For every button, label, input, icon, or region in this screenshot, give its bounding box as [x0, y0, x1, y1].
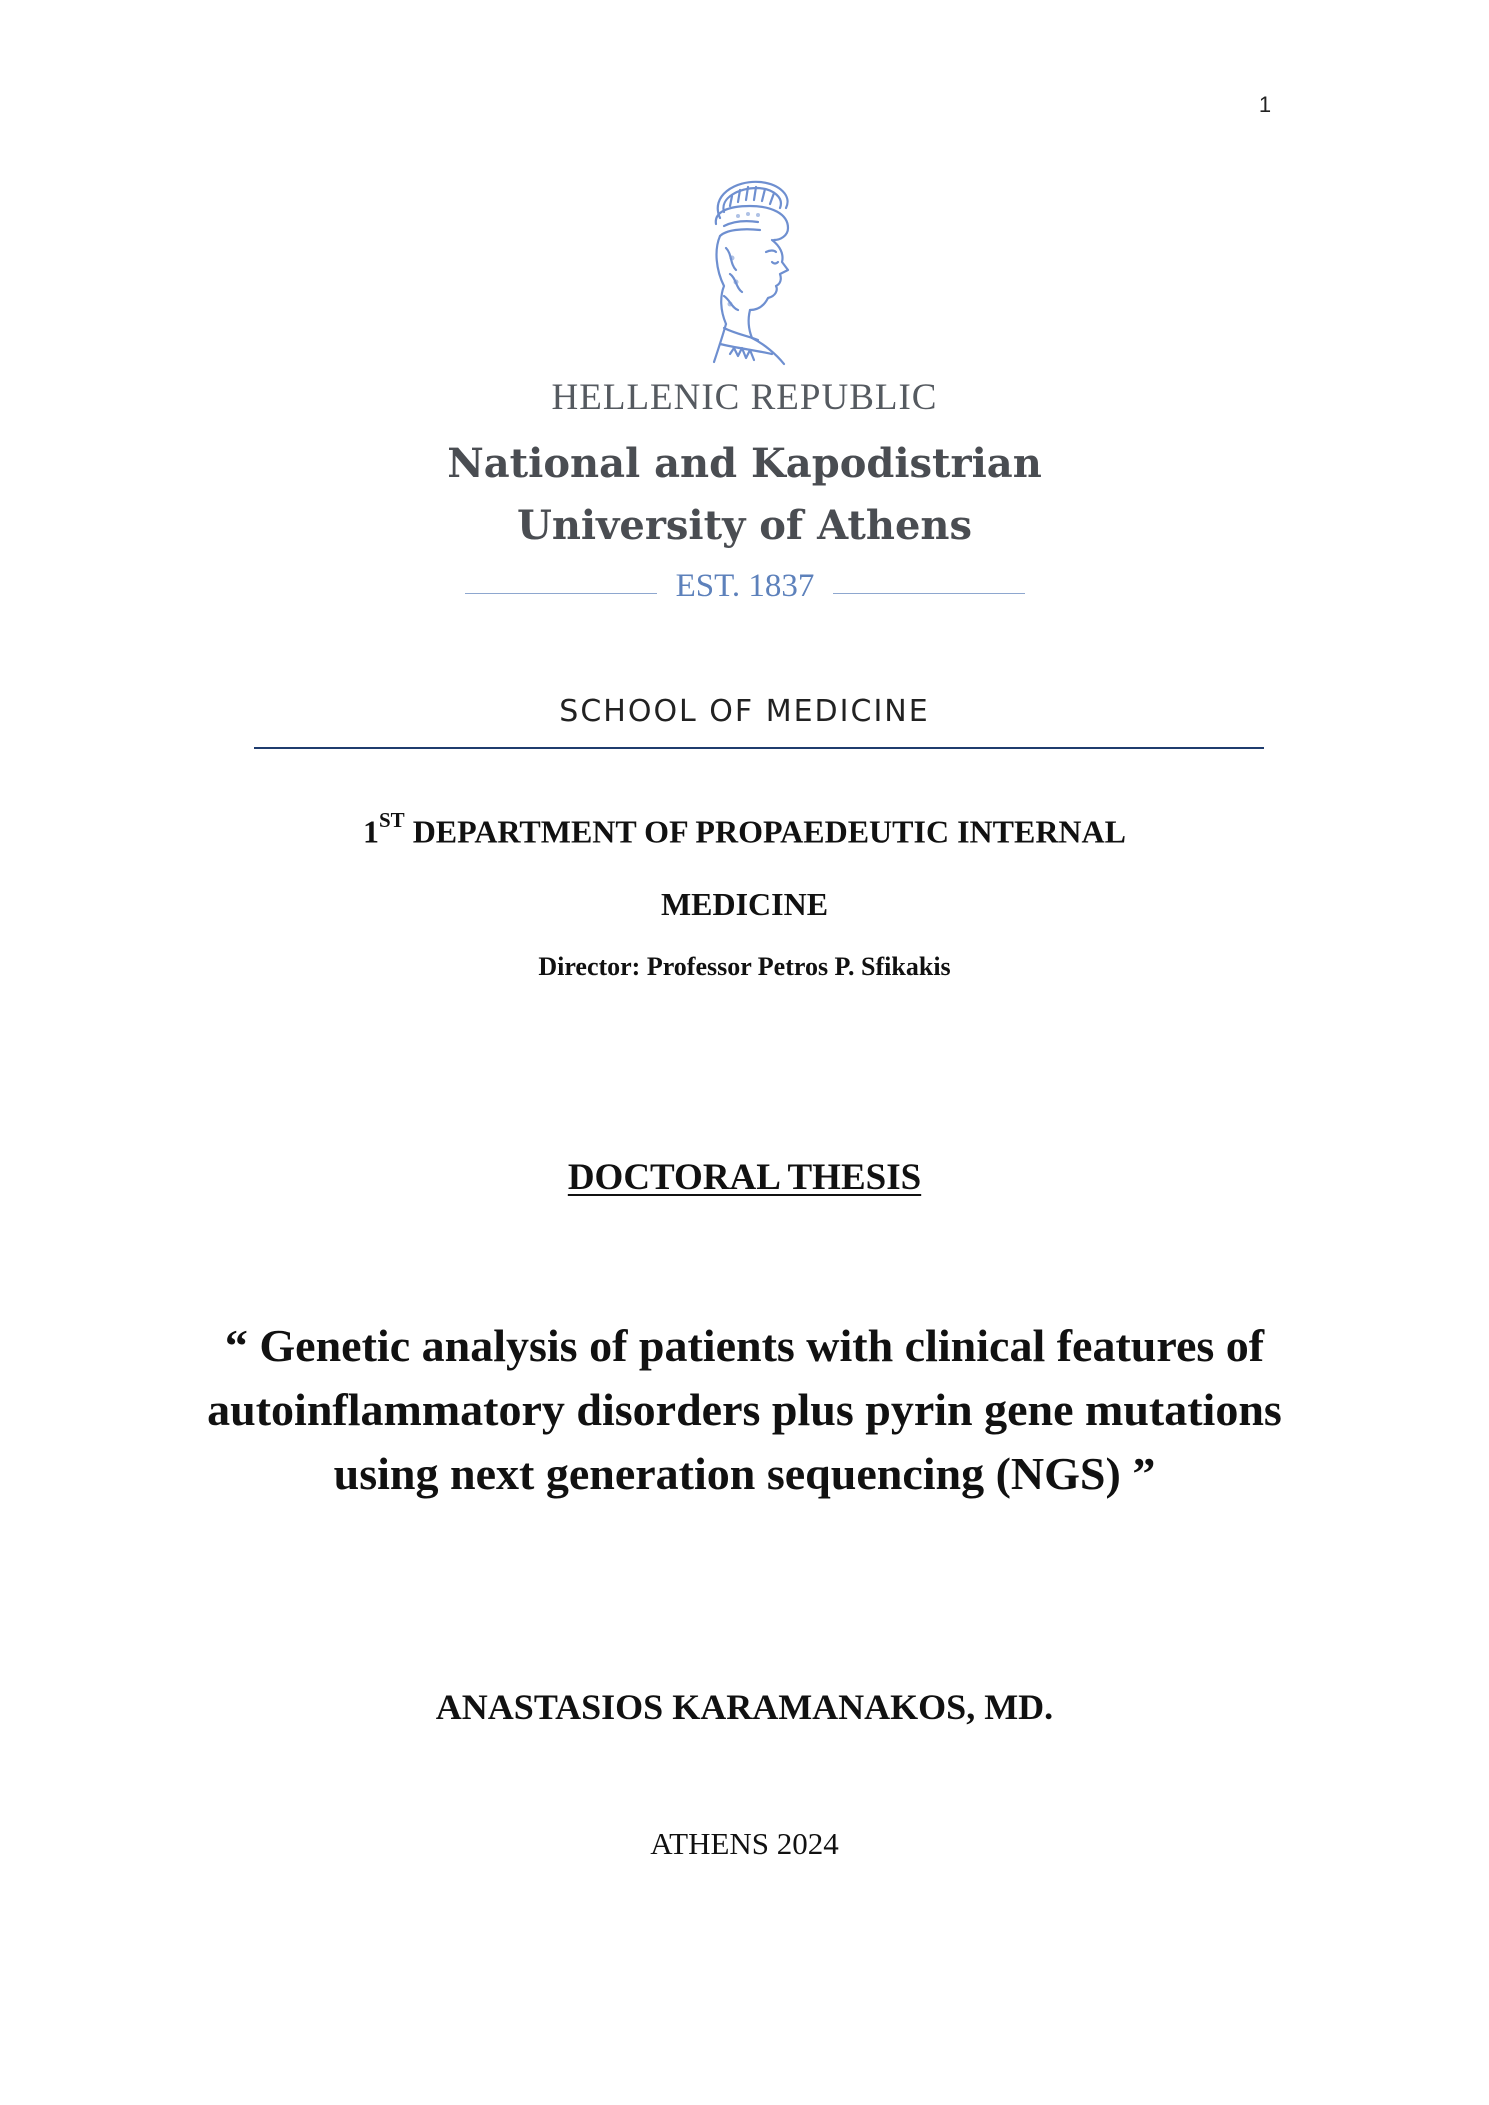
thesis-place-year: ATHENS 2024 [650, 1826, 839, 1861]
school-divider [254, 747, 1264, 749]
established-rule-left [465, 593, 657, 594]
page-number: 1 [1258, 92, 1272, 117]
department-ordinal-suffix: ST [379, 808, 405, 832]
thesis-title: “ Genetic analysis of patients with clinical features of autoinflammatory disorders plus pyrin gene mutations using next generation sequencing (NGS) ” [207, 1320, 1282, 1499]
university-name-line2: University of Athens [516, 502, 973, 549]
thesis-author: ANASTASIOS KARAMANAKOS, MD. [435, 1687, 1054, 1727]
department-line1 [0, 808, 1489, 851]
department-name-line2: MEDICINE [660, 886, 829, 922]
department-name-line1: DEPARTMENT OF PROPAEDEUTIC INTERNAL [404, 813, 1126, 850]
established-text: EST. 1837 [675, 568, 815, 604]
department-ordinal-number: 1 [363, 813, 379, 850]
republic-heading: HELLENIC REPUBLIC [551, 377, 938, 418]
established-rule-right [833, 593, 1025, 594]
university-name-line1: National and Kapodistrian [447, 440, 1042, 487]
department-director: Director: Professor Petros P. Sfikakis [538, 952, 951, 981]
athena-head-emblem-icon [680, 178, 810, 366]
thesis-label: DOCTORAL THESIS [567, 1157, 922, 1198]
established-row [465, 568, 1025, 616]
school-heading: SCHOOL OF MEDICINE [559, 694, 930, 729]
